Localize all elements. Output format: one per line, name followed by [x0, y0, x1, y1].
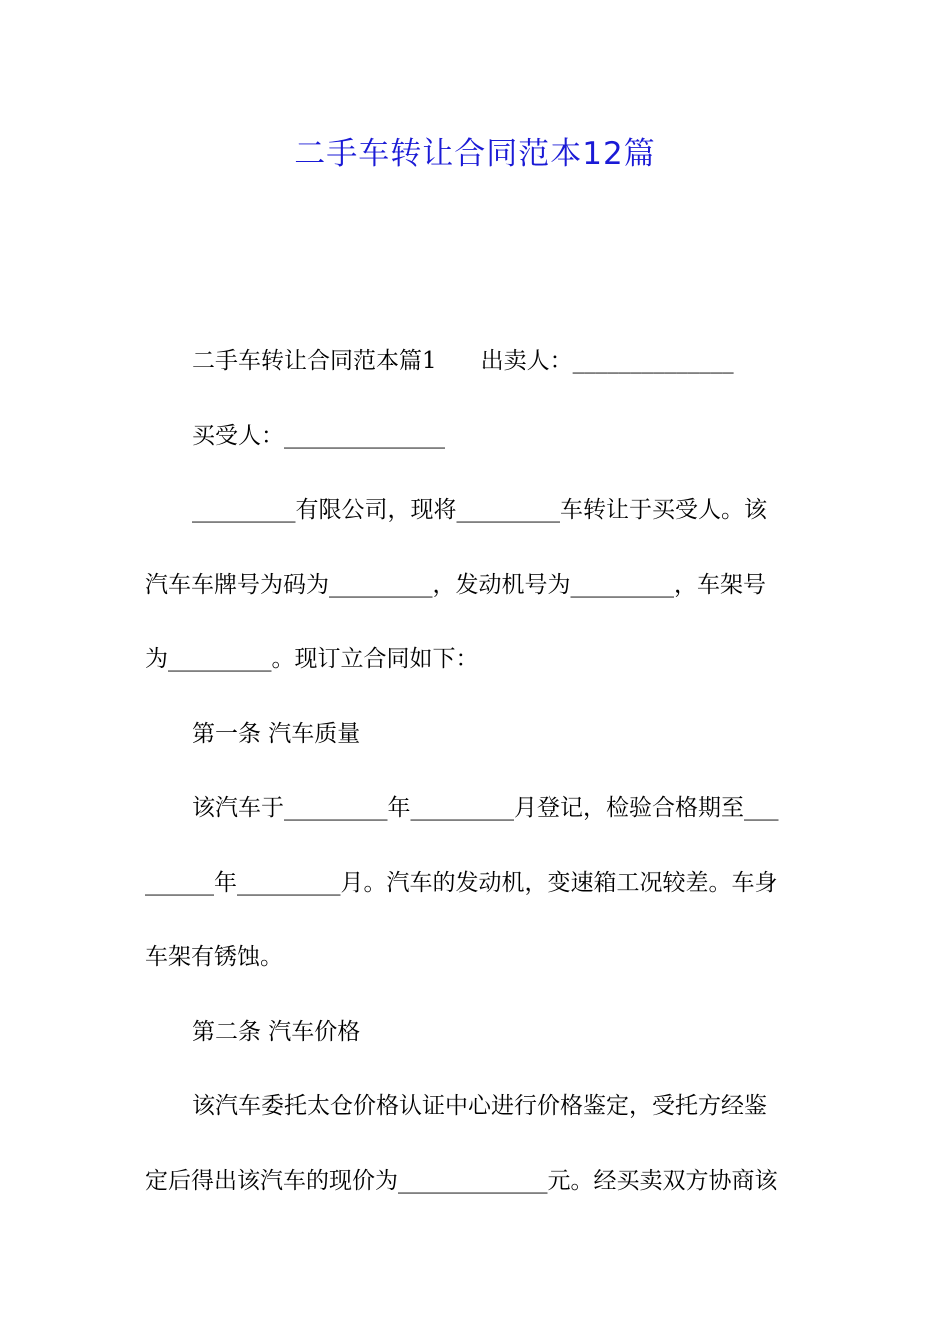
- paragraph-line: 车架有锈蚀。: [145, 944, 283, 970]
- article-heading: 第二条 汽车价格: [192, 1018, 361, 1045]
- paragraph-line: 该汽车于_________年_________月登记，检验合格期至___: [192, 795, 779, 821]
- seller-field: 出卖人：______________: [480, 348, 734, 374]
- section-heading: 二手车转让合同范本篇1: [192, 348, 437, 374]
- paragraph-line: 该汽车委托太仓价格认证中心进行价格鉴定，受托方经鉴: [192, 1093, 767, 1119]
- paragraph-line: ______年_________月。汽车的发动机，变速箱工况较差。车身: [145, 869, 778, 896]
- article-heading: 第一条 汽车质量: [192, 720, 361, 747]
- buyer-line: 买受人：______________: [192, 422, 445, 449]
- paragraph-line: 为_________。现订立合同如下：: [145, 646, 479, 672]
- document-body: [145, 336, 805, 1230]
- paragraph-line: 定后得出该汽车的现价为_____________元。经买卖双方协商该: [145, 1167, 778, 1194]
- paragraph-line: [145, 336, 805, 411]
- paragraph-line: _________有限公司，现将_________车转让于买受人。该: [192, 497, 767, 523]
- document-title: 二手车转让合同范本12篇: [294, 136, 656, 172]
- paragraph-line: 汽车车牌号为码为_________，发动机号为_________，车架号: [145, 571, 766, 598]
